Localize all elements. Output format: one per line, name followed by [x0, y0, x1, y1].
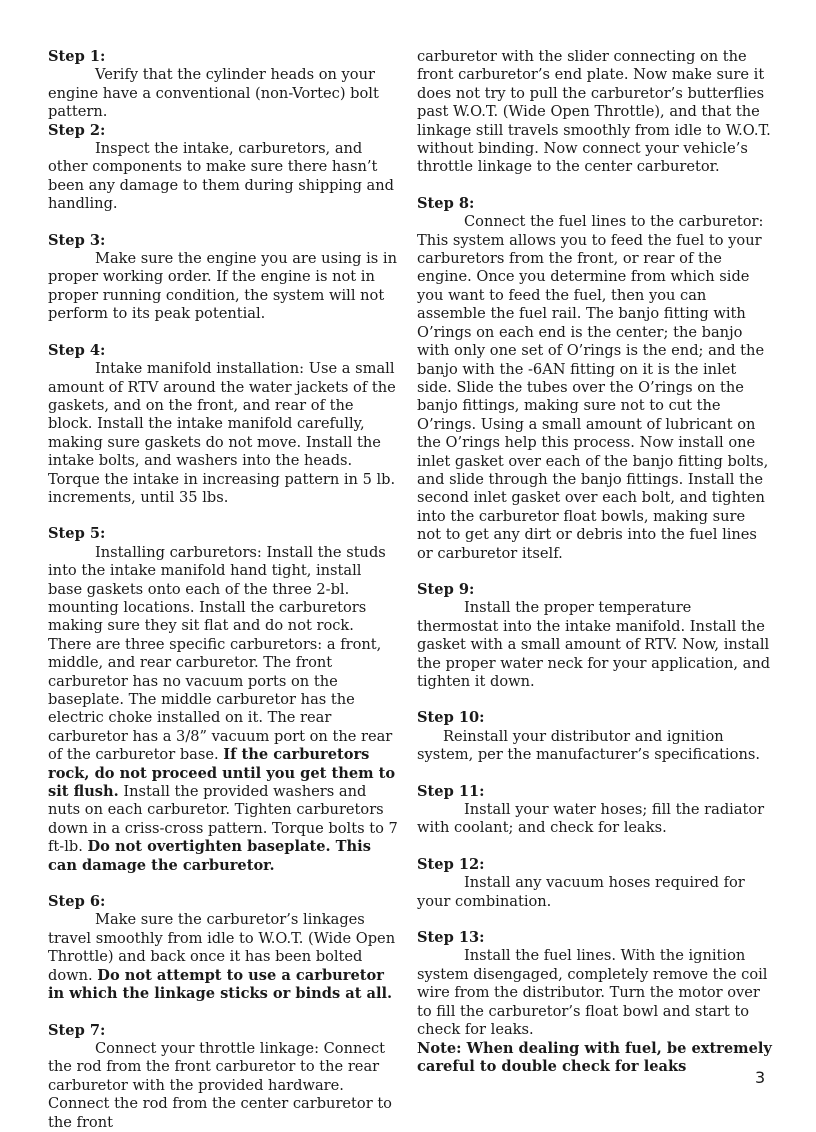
- step-13-title: Step 13:: [417, 929, 485, 947]
- step-4-body: Intake manifold installation: Use a small amount of RTV around the water jackets of the gaskets, and on the front, and rear of the block. Install the intake manifold carefully, making sure gaskets do not move. Install the intake bolts, and washers into the heads. Torque the intake in increasing pattern in 5 lb. increments, until 35 lbs.: [48, 360, 396, 506]
- step-3-title: Step 3:: [48, 231, 106, 249]
- step-13: [417, 929, 773, 1076]
- step-5-text-1: Installing carburetors: Install the studs into the intake manifold hand tight, install base gaskets onto each of the three 2-bl. mounting locations. Install the carburetors making sure they sit flat and do not rock. There are three specific carburetors: a front, middle, and rear carburetor. The front carburetor has no vacuum ports on the baseplate. The middle carburetor has the electric choke installed on it. The rear carburetor has a 3/8” vacuum port on the rear of the carburetor base.: [48, 543, 393, 764]
- step-2-title: Step 2:: [48, 121, 106, 139]
- step-6: [48, 893, 400, 1003]
- step-4-title: Step 4:: [48, 341, 106, 359]
- step-6-title: Step 6:: [48, 893, 106, 911]
- step-3: [48, 232, 400, 324]
- step-8: [417, 195, 773, 563]
- step-8-title: Step 8:: [417, 194, 475, 212]
- step-4: [48, 342, 400, 508]
- step-9: [417, 581, 773, 691]
- step-5-body: [48, 544, 400, 875]
- page-number: 3: [755, 1068, 766, 1087]
- step-2-body: Inspect the intake, carburetors, and other components to make sure there hasn’t been any damage to them during shipping and handling.: [48, 140, 394, 213]
- step-11-title: Step 11:: [417, 782, 485, 800]
- step-7-continued: [417, 48, 773, 177]
- step-13-body: Install the fuel lines. With the ignition system disengaged, completely remove the coil wire from the distributor. Turn the motor over to fill the carburetor’s float bowl and start to check for leaks.: [417, 947, 768, 1039]
- step-10-body: Reinstall your distributor and ignition system, per the manufacturer’s specifications.: [417, 727, 760, 764]
- step-5-warning-1: If the carburetors rock, do not proceed until you get them to sit flush.: [48, 746, 396, 801]
- step-1: [48, 48, 400, 122]
- step-6-text: Make sure the carburetor’s linkages travel smoothly from idle to W.O.T. (Wide Open Throttle) and back once it has been bolted down.: [48, 911, 396, 984]
- step-1-title: Step 1:: [48, 48, 106, 65]
- step-11-body: Install your water hoses; fill the radiator with coolant; and check for leaks.: [417, 801, 765, 837]
- step-1-body: Verify that the cylinder heads on your engine have a conventional (non-Vortec) bolt pattern.: [48, 66, 379, 121]
- step-13-note: Note: When dealing with fuel, be extremely careful to double check for leaks: [417, 1039, 772, 1075]
- step-7-body: Connect your throttle linkage: Connect the rod from the front carburetor to the rear carburetor with the provided hardware. Connect the rod from the center carburetor to the front: [48, 1039, 392, 1131]
- step-6-body: [48, 911, 400, 1003]
- step-8-body: Connect the fuel lines to the carburetor: This system allows you to feed the fuel to your carburetors from the front, or rear of the engine. Once you determine from which side you want to feed the fuel, then you can assemble the fuel rail. The banjo fitting with O’rings on each end is the center; the banjo with only one set of O’rings is the end; and the banjo with the -6AN fitting on it is the inlet side. Slide the tubes over the O’rings on the banjo fittings, making sure not to cut the O’rings. Using a small amount of lubricant on the O’rings help this process. Now install one inlet gasket over each of the banjo fitting bolts, and slide through the banjo fittings. Install the second inlet gasket over each bolt, and tighten into the carburetor float bowls, making sure not to get any dirt or debris into the fuel lines or carburetor itself.: [417, 213, 769, 562]
- step-12: [417, 856, 773, 911]
- step-12-body: Install any vacuum hoses required for your combination.: [417, 874, 745, 910]
- step-7: [48, 1022, 400, 1132]
- right-column: [417, 48, 773, 1076]
- step-2: [48, 122, 400, 214]
- step-6-warning: Do not attempt to use a carburetor in which the linkage sticks or binds at all.: [48, 966, 393, 1003]
- step-5-title: Step 5:: [48, 525, 106, 543]
- step-11: [417, 783, 773, 838]
- step-12-title: Step 12:: [417, 855, 485, 873]
- step-5: [48, 525, 400, 875]
- step-9-body: Install the proper temperature thermostat into the intake manifold. Install the gasket with a small amount of RTV. Now, install the proper water neck for your application, and tighten it down.: [417, 599, 771, 690]
- step-7-continued-body: carburetor with the slider connecting on the front carburetor’s end plate. Now make sure it does not try to pull the carburetor’s butterflies past W.O.T. (Wide Open Throttle), and that the linkage still travels smoothly from idle to W.O.T. without binding. Now connect your vehicle’s throttle linkage to the center carburetor.: [417, 48, 771, 176]
- step-10: [417, 709, 773, 764]
- left-column: [48, 48, 400, 1132]
- step-10-title: Step 10:: [417, 709, 485, 727]
- step-5-warning-2: Do not overtighten baseplate. This can damage the carburetor.: [48, 838, 371, 874]
- step-9-title: Step 9:: [417, 580, 475, 598]
- step-7-title: Step 7:: [48, 1021, 106, 1039]
- step-3-body: Make sure the engine you are using is in proper working order. If the engine is not in proper running condition, the system will not perform to its peak potential.: [48, 250, 397, 323]
- step-5-text-2: Install the provided washers and nuts on each carburetor. Tighten carburetors down in a criss-cross pattern. Torque bolts to 7 ft-lb.: [48, 783, 398, 856]
